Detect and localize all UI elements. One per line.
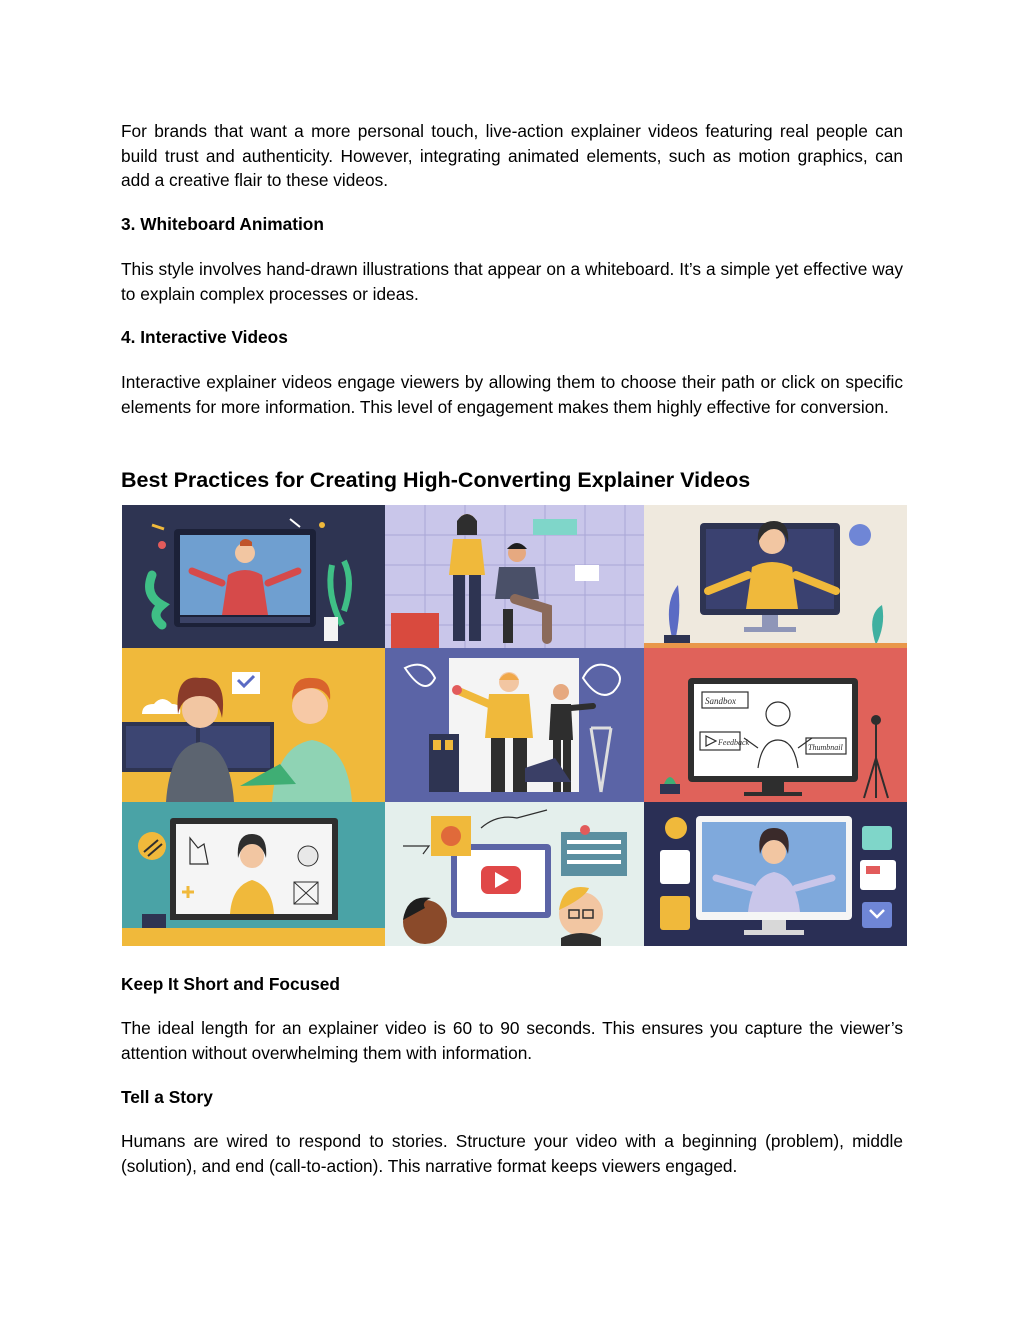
interactive-widgets-icon: [644, 802, 907, 946]
heading-keep-it-short: Keep It Short and Focused: [121, 974, 340, 994]
intro-paragraph: [121, 119, 903, 193]
whiteboard-monitor-icon: [644, 648, 907, 802]
illustration-tile-studio-presenter: [385, 648, 644, 802]
heading-whiteboard-animation: 3. Whiteboard Animation: [121, 214, 324, 234]
illustration-tile-two-hosts: [122, 648, 385, 802]
whiteboard-note-sandbox: Sandbox: [705, 696, 736, 706]
illustration-tile-woman-monitor: [644, 505, 907, 648]
illustration-tile-whiteboard-monitor: [644, 648, 907, 802]
story-text: Humans are wired to respond to stories. Structure your video with a beginning (problem), middle (solution), and end (call-to-action). This narrative format keeps viewers engaged.: [121, 1131, 903, 1176]
interactive-heading-block: [121, 325, 903, 349]
short-text: The ideal length for an explainer video is 60 to 90 seconds. This ensures you capture the viewer’s attention without overwhelming them with information.: [121, 1018, 903, 1063]
team-whiteboard-icon: [385, 505, 644, 648]
illustration-tile-team-whiteboard: [385, 505, 644, 648]
story-paragraph: [121, 1129, 903, 1178]
interactive-text: Interactive explainer videos engage viewers by allowing them to choose their path or click on specific elements for more information. This level of engagement makes them highly effective for conversion.: [121, 372, 903, 417]
heading-interactive-videos: 4. Interactive Videos: [121, 327, 288, 347]
interactive-paragraph: [121, 370, 903, 419]
whiteboard-note-thumbnail: Thumbnail: [808, 743, 843, 752]
presenter-monitor-icon: [122, 505, 385, 648]
studio-presenter-icon: [385, 648, 644, 802]
short-heading-block: [121, 972, 903, 996]
illustration-tile-teacher-screen: [122, 802, 385, 946]
illustration-tile-presenter-monitor: [122, 505, 385, 648]
woman-monitor-icon: [644, 505, 907, 648]
story-heading-block: [121, 1085, 903, 1109]
video-player-icon: [385, 802, 644, 946]
illustration-tile-video-player: [385, 802, 644, 946]
whiteboard-text: This style involves hand-drawn illustrations that appear on a whiteboard. It’s a simple yet effective way to explain complex processes or ideas.: [121, 259, 903, 304]
whiteboard-paragraph: [121, 257, 903, 306]
best-practices-heading-block: [121, 466, 903, 494]
explainer-video-illustration: [122, 505, 907, 946]
two-hosts-icon: [122, 648, 385, 802]
whiteboard-note-feedback: Feedback: [718, 738, 750, 747]
short-paragraph: [121, 1016, 903, 1065]
heading-best-practices: Best Practices for Creating High-Converting Explainer Videos: [121, 468, 751, 492]
teacher-screen-icon: [122, 802, 385, 946]
intro-text: For brands that want a more personal touch, live-action explainer videos featuring real people can build trust and authenticity. However, integrating animated elements, such as motion graphics, can add a creative flair to these videos.: [121, 121, 903, 191]
heading-tell-a-story: Tell a Story: [121, 1087, 213, 1107]
whiteboard-heading-block: [121, 212, 903, 236]
illustration-tile-interactive-widgets: [644, 802, 907, 946]
